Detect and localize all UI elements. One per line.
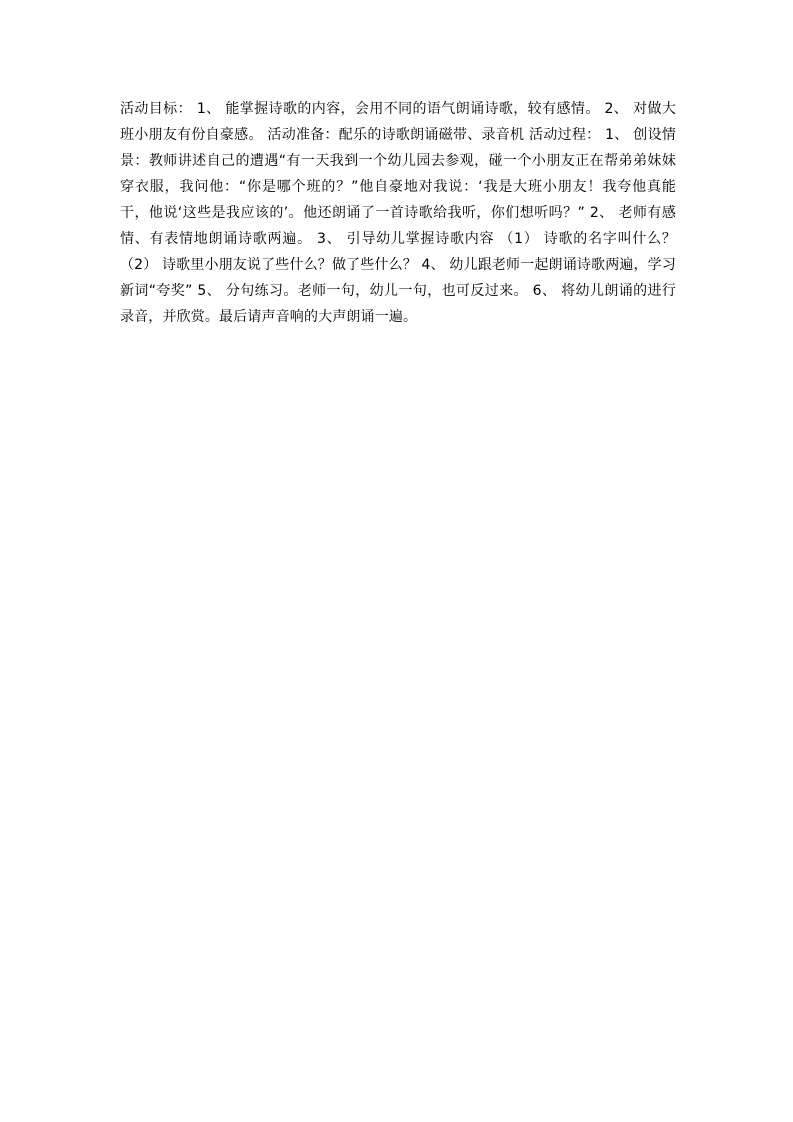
document-content	[120, 96, 676, 330]
lesson-plan-paragraph: 活动目标： 1、 能掌握诗歌的内容，会用不同的语气朗诵诗歌，较有感情。 2、 对做大班小朋友有份自豪感。 活动准备：配乐的诗歌朗诵磁带、录音机 活动过程： 1、 创设情景：教师讲述自己的遭遇“有一天我到一个幼儿园去参观，碰一个小朋友正在帮弟弟妹妹穿衣服，我问他：“你是哪个班的？”他自豪地对我说：‘我是大班小朋友！我夸他真能干，他说‘这些是我应该的’。他还朗诵了一首诗歌给我听，你们想听吗？” 2、 老师有感情、有表情地朗诵诗歌两遍。 3、 引导幼儿掌握诗歌内容 （1） 诗歌的名字叫什么？ （2） 诗歌里小朋友说了些什么？做了些什么？ 4、 幼儿跟老师一起朗诵诗歌两遍，学习新词“夸奖” 5、 分句练习。老师一句，幼儿一句，也可反过来。 6、 将幼儿朗诵的进行录音，并欣赏。最后请声音响的大声朗诵一遍。	[120, 101, 676, 325]
